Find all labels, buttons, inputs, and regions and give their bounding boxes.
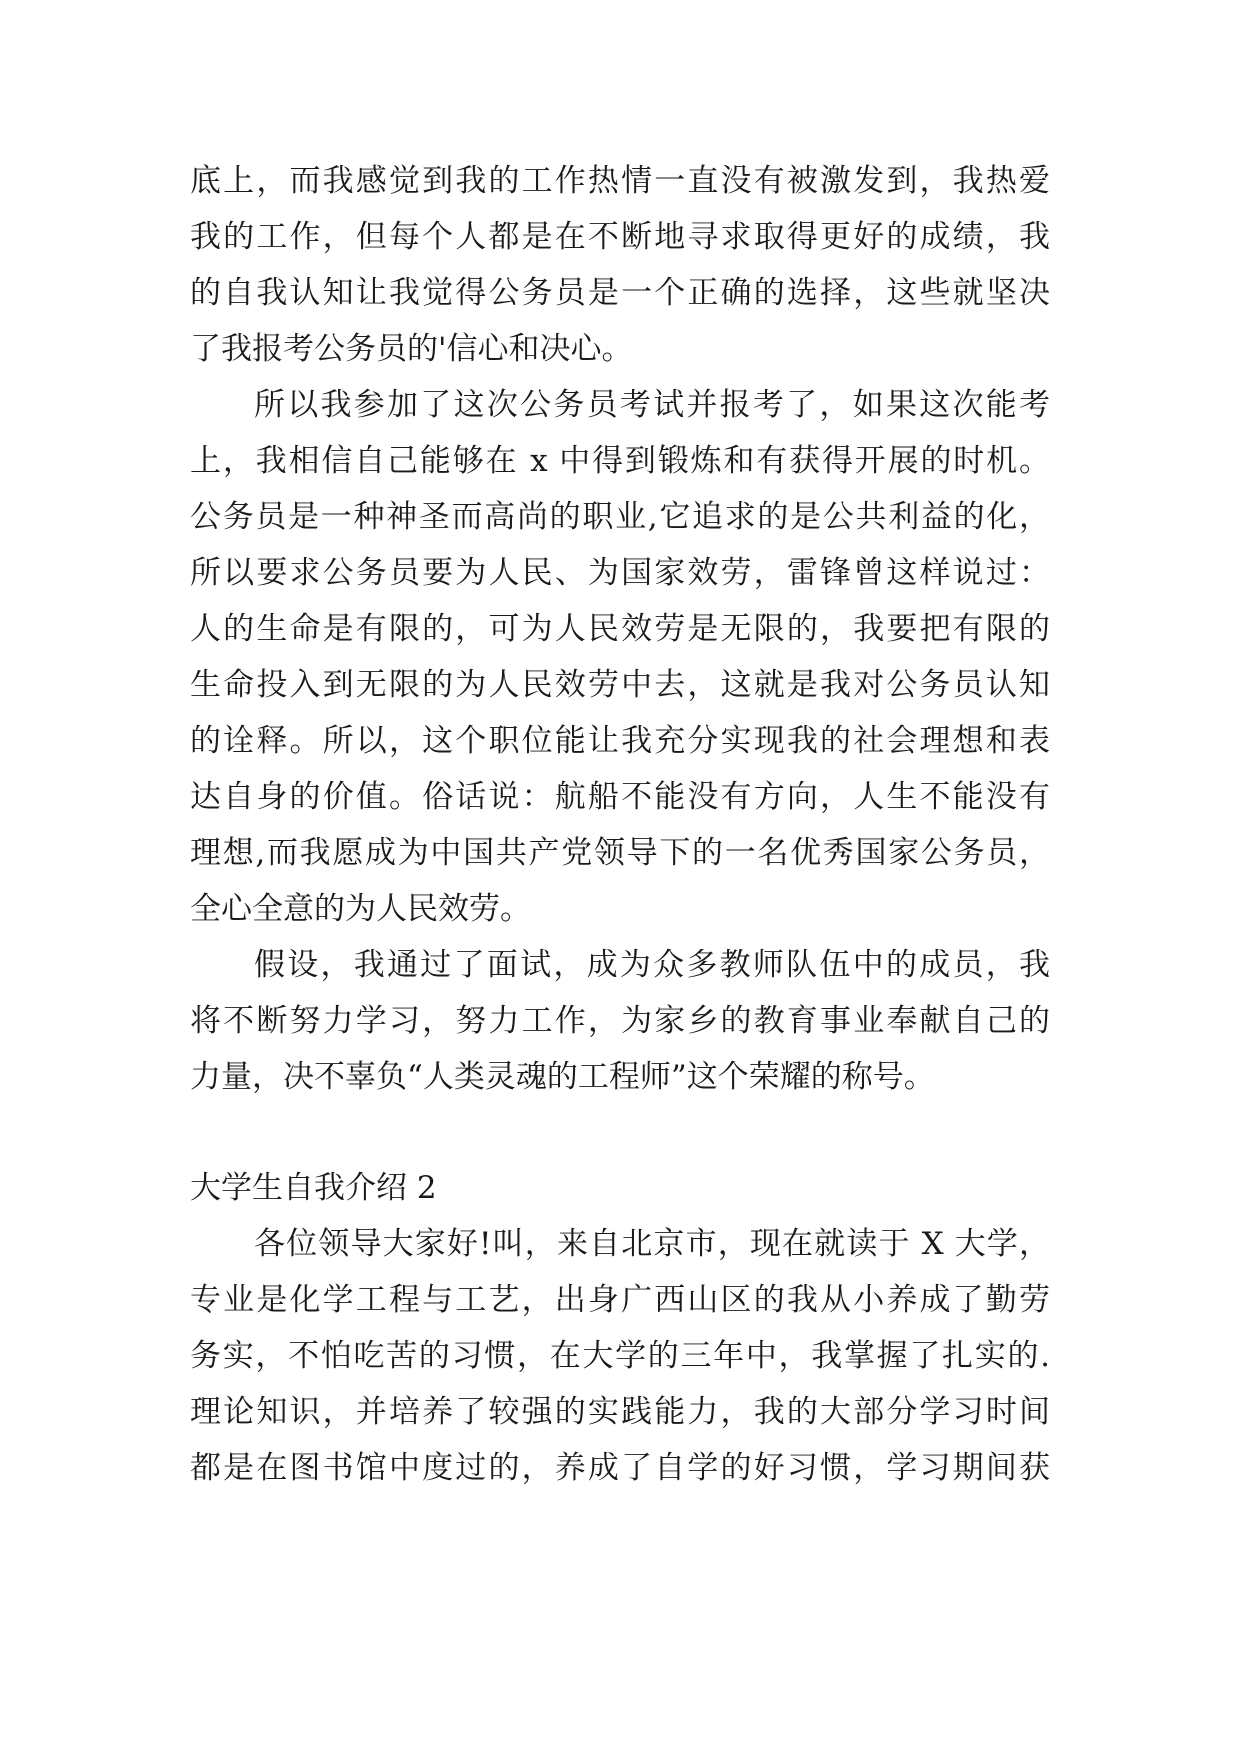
text-line: 务实，不怕吃苦的习惯，在大学的三年中，我掌握了扎实的.	[190, 1338, 1050, 1374]
text-line: 公务员是一种神圣而高尚的职业,它追求的是公共利益的化，	[190, 499, 1050, 535]
text-line: 理想,而我愿成为中国共产党领导下的一名优秀国家公务员，	[190, 835, 1050, 871]
text-line: 假设，我通过了面试，成为众多教师队伍中的成员，我	[254, 947, 1050, 983]
text-line: 所以要求公务员要为人民、为国家效劳，雷锋曾这样说过：	[190, 555, 1050, 591]
text-line: 人的生命是有限的，可为人民效劳是无限的，我要把有限的	[190, 611, 1050, 647]
text-line: 全心全意的为人民效劳。	[190, 891, 531, 927]
text-line: 上，我相信自己能够在 x 中得到锻炼和有获得开展的时机。	[190, 443, 1050, 479]
text-line: 达自身的价值。俗话说：航船不能没有方向，人生不能没有	[190, 779, 1050, 815]
text-line: 专业是化学工程与工艺，出身广西山区的我从小养成了勤劳	[190, 1282, 1050, 1318]
text-line: 生命投入到无限的为人民效劳中去，这就是我对公务员认知	[190, 667, 1050, 703]
text-line: 底上，而我感觉到我的工作热情一直没有被激发到，我热爱	[190, 163, 1050, 199]
text-line: 将不断努力学习，努力工作，为家乡的教育事业奉献自己的	[190, 1003, 1050, 1039]
text-line: 力量，决不辜负“人类灵魂的工程师”这个荣耀的称号。	[190, 1059, 935, 1095]
text-line: 我的工作，但每个人都是在不断地寻求取得更好的成绩，我	[190, 219, 1050, 255]
section-heading: 大学生自我介绍 2	[190, 1170, 437, 1206]
text-line: 的自我认知让我觉得公务员是一个正确的选择，这些就坚决	[190, 275, 1050, 311]
text-line: 都是在图书馆中度过的，养成了自学的好习惯，学习期间获	[190, 1450, 1050, 1486]
text-line: 了我报考公务员的'信心和决心。	[190, 331, 633, 367]
text-line: 的诠释。所以，这个职位能让我充分实现我的社会理想和表	[190, 723, 1050, 759]
text-line: 各位领导大家好!叫，来自北京市，现在就读于 X 大学，	[254, 1226, 1050, 1262]
text-line: 理论知识，并培养了较强的实践能力，我的大部分学习时间	[190, 1394, 1050, 1430]
text-line: 所以我参加了这次公务员考试并报考了，如果这次能考	[254, 387, 1050, 423]
